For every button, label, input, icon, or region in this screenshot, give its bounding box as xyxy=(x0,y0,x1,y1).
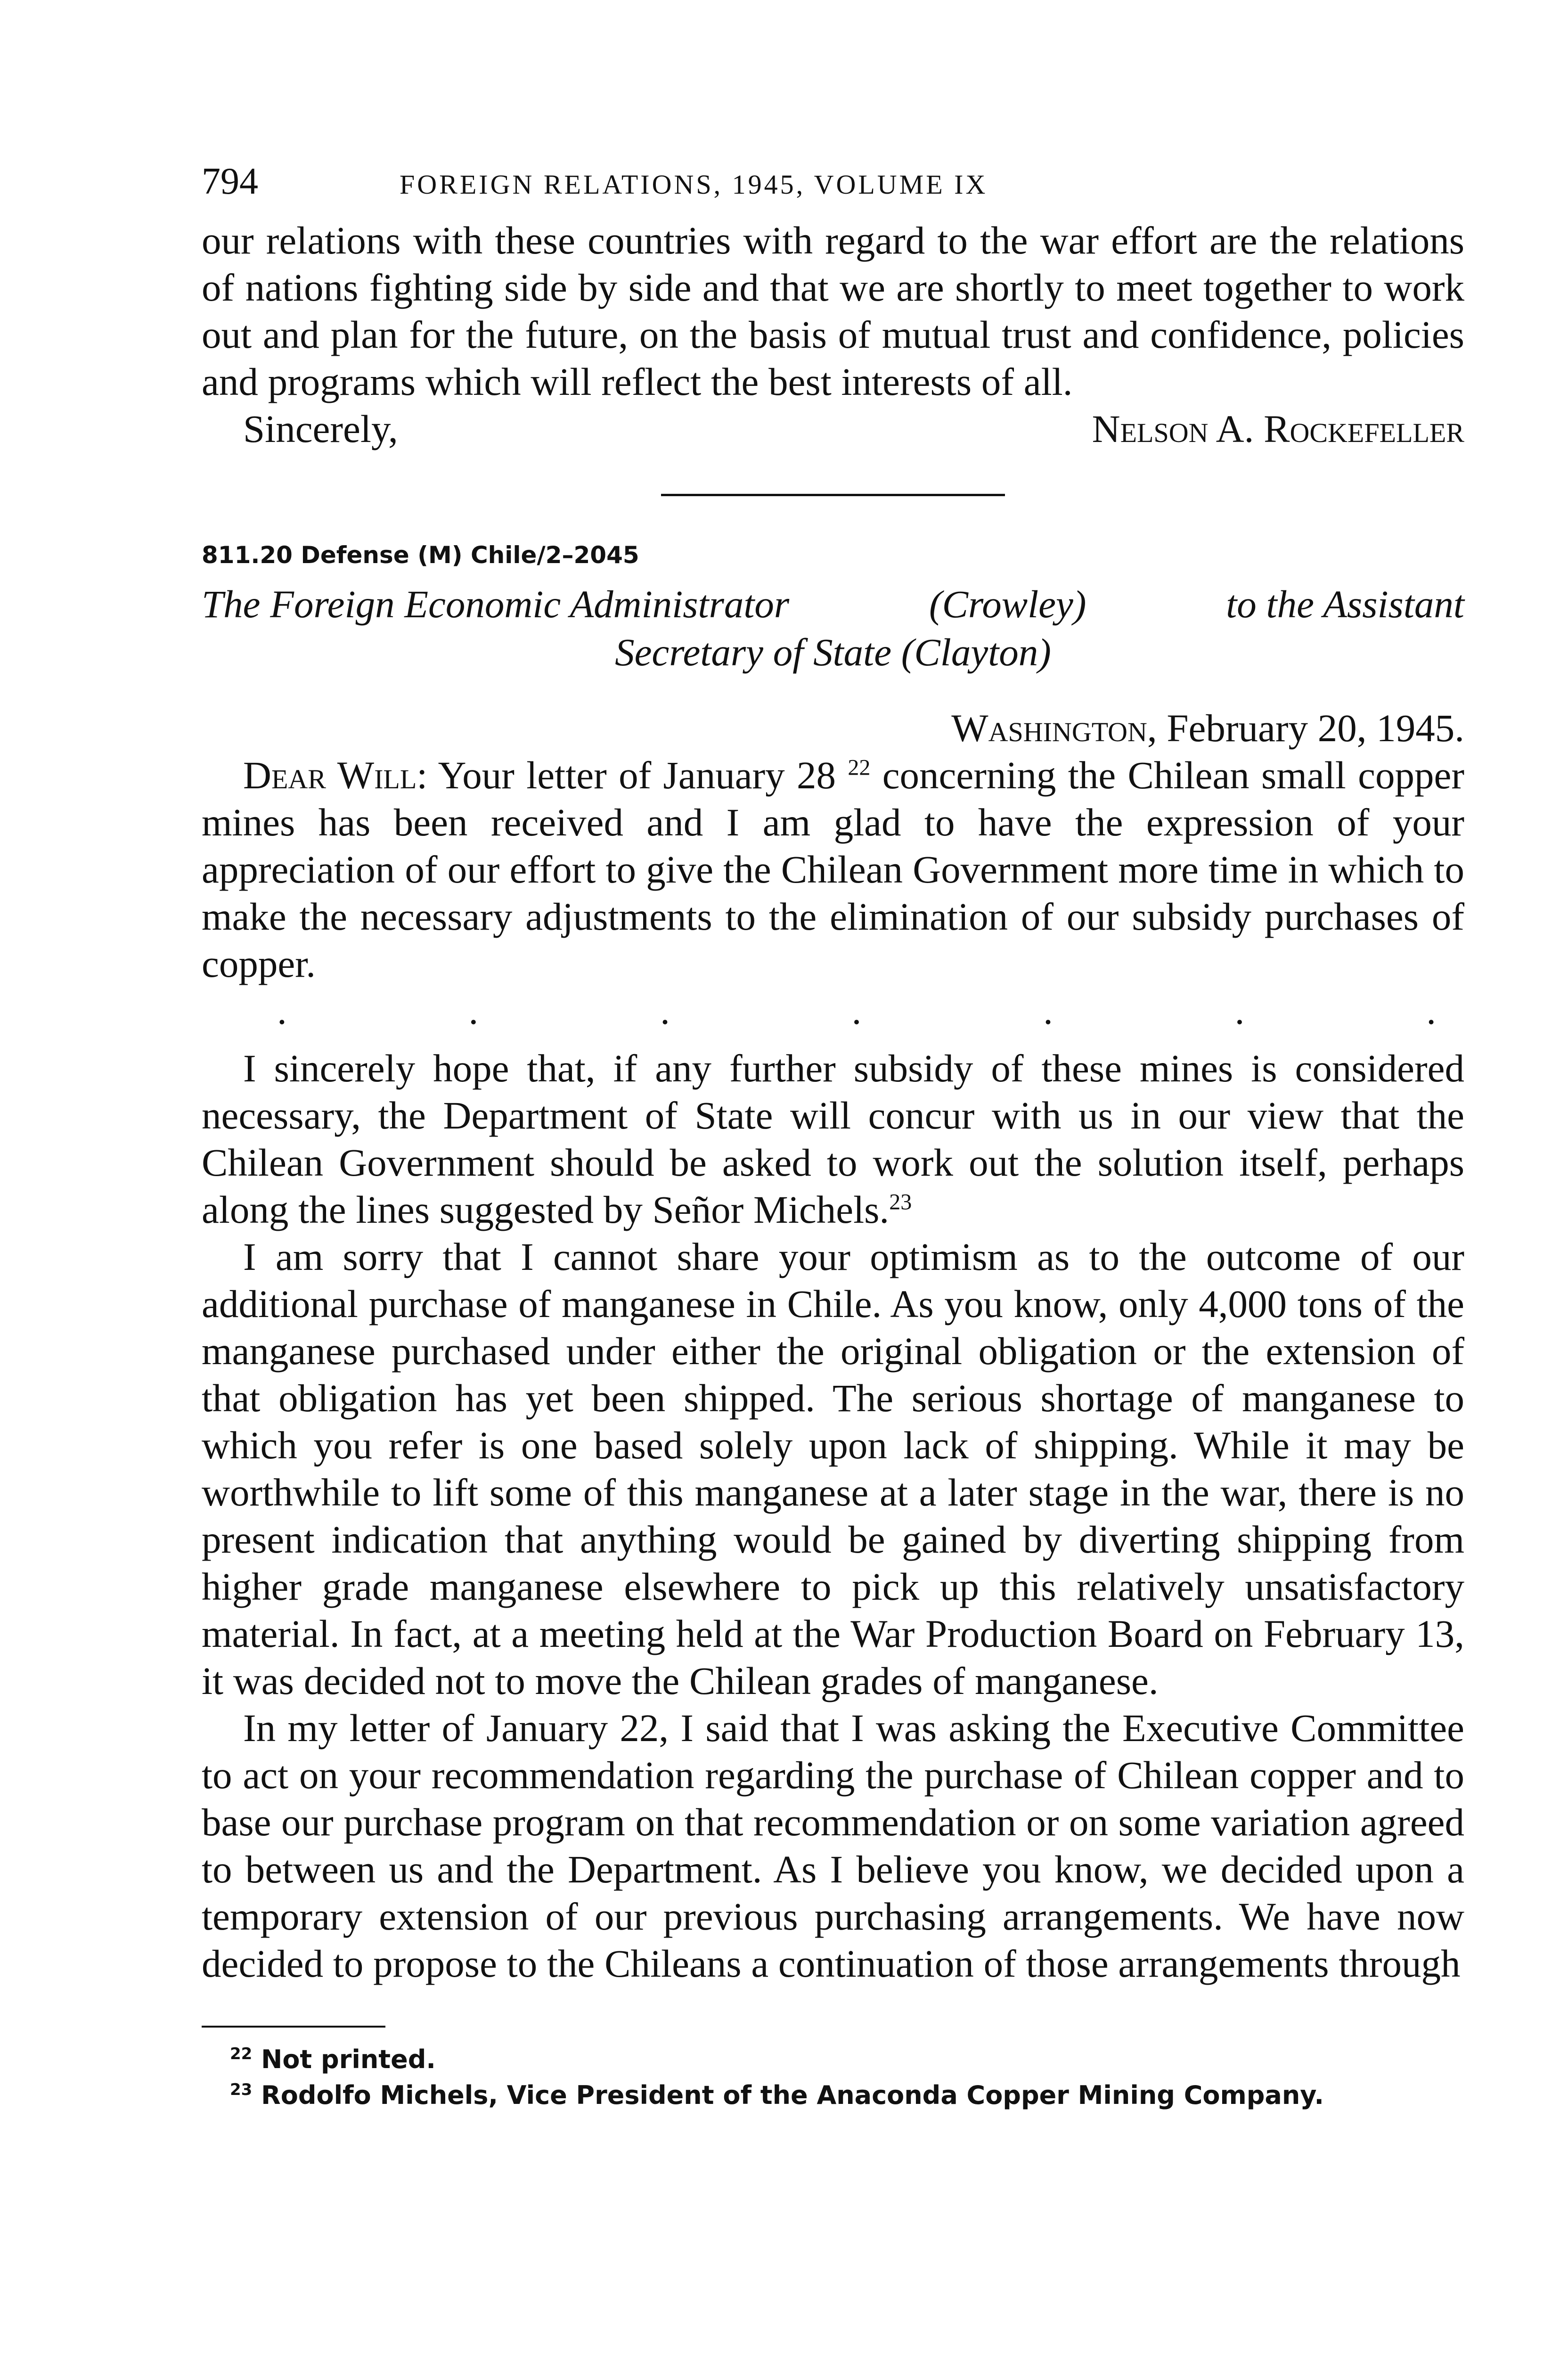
running-header xyxy=(202,160,1464,217)
paragraph-4: In my letter of January 22, I said that I was asking the Executive Committee to act on your recommendation regarding the purchase of Chilean copper and to base our purchase program on that recommendation or on some variation agreed to between us and the Department. As I believe you know, we decided upon a temporary extension of our previous purchasing arrangements. We have now decided to propose to the Chileans a continuation of those arrangements through xyxy=(202,1706,1464,1985)
paragraph-1-start: Your letter of January 28 xyxy=(438,753,836,797)
paragraph-3: I am sorry that I cannot share your optimism as to the outcome of our additional purchase of manganese in Chile. As you know, only 4,000 tons of the manganese purchased under either the original obligation or the extension of that obligation has yet been shipped. The serious shortage of manganese to which you refer is one based solely upon lack of shipping. While it may be worthwhile to lift some of this manganese at a later stage in the war, there is no present indication that anything would be gained by diverting shipping from higher grade manganese elsewhere to pick up this relatively unsatisfactory material. In fact, at a meeting held at the War Production Board on February 13, it was decided not to move the Chilean grades of manganese. xyxy=(202,1235,1464,1702)
file-reference: 811.20 Defense (M) Chile/2–2045 xyxy=(202,541,639,569)
dateline-date: February 20, 1945. xyxy=(1167,706,1464,750)
footnote-ref-22: 22 xyxy=(848,755,871,780)
heading-sender-name: (Crowley) xyxy=(929,582,1086,626)
paragraph-1 xyxy=(202,752,1464,987)
signature: Nelson A. Rockefeller xyxy=(1092,407,1464,450)
page-number: 794 xyxy=(202,161,258,202)
letter-signoff xyxy=(202,405,1464,452)
paragraph-2: I sincerely hope that, if any further subsidy of these mines is considered necessary, the Department of State will concur with us in our view that the Chilean Government should be asked to work out the solution itself, perhaps along the lines suggested by Señor Michels.$^{23}$ xyxy=(202,1047,1464,1231)
letter-closing-paragraph: our relations with these countries with regard to the war effort are the relations of nations fighting side by side and that we are shortly to meet together to work out and plan for the future, on the basis of mutual trust and confidence, policies and programs which will reflect the best interests of all. xyxy=(202,219,1464,403)
running-title: FOREIGN RELATIONS, 1945, VOLUME IX xyxy=(400,169,988,200)
dateline xyxy=(202,704,1464,752)
heading-recipient: Secretary of State xyxy=(615,630,892,674)
complimentary-close: Sincerely, xyxy=(243,407,398,450)
salutation: Dear Will: xyxy=(243,753,428,797)
heading-to: to the Assistant xyxy=(1226,582,1464,626)
document-page xyxy=(202,160,1464,2113)
footnote-23: $^{23}$ Rodolfo Michels, Vice President of the Anaconda Copper Mining Company. xyxy=(230,2080,1324,2110)
section-divider xyxy=(661,494,1005,496)
omission-ellipsis: . . . . . . . xyxy=(277,989,1436,1032)
paragraph-1-rest: concerning the Chilean small copper mines has been received and I am glad to have the expression of your appreciation of our effort to give the Chilean Government more time in which to make the necessary adjustments to the elimination of our subsidy purchases of copper. xyxy=(202,753,1465,985)
footnote-22: $^{22}$ Not printed. xyxy=(230,2045,436,2074)
dateline-place: Washington, xyxy=(951,706,1157,750)
document-heading xyxy=(202,580,1464,676)
footnote-divider xyxy=(202,2026,385,2028)
heading-sender: The Foreign Economic Administrator xyxy=(202,582,790,626)
footnote-ref-23: 23 xyxy=(889,1189,912,1215)
heading-recipient-name: (Clayton) xyxy=(901,630,1051,674)
